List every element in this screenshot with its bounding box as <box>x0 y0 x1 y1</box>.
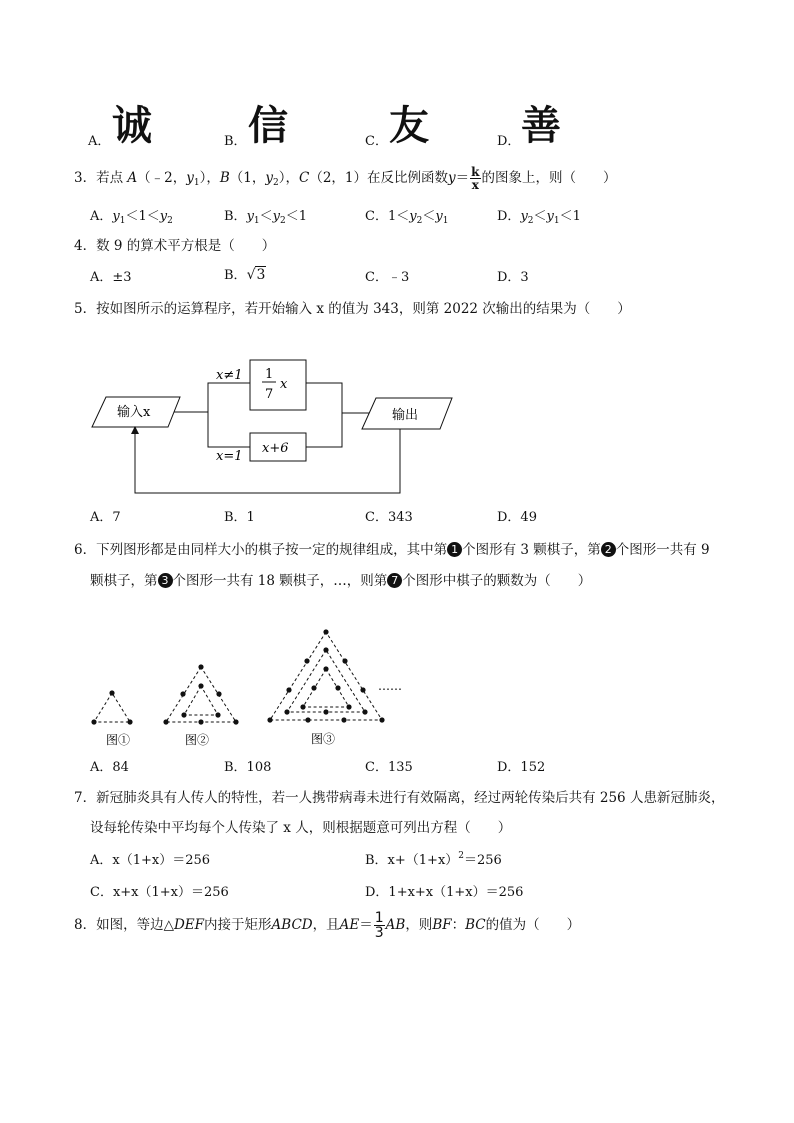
q3-function: y＝ $\frac{k}{x}$ <box>448 165 480 192</box>
flow-cond-top: x≠1 <box>216 368 243 383</box>
q2-option-a-letter: A． <box>88 134 111 149</box>
q6-text-1b: 个图形有 3 颗棋子，第 <box>462 542 601 558</box>
q7-option-a: A．x（1+x）＝256 <box>90 853 211 868</box>
flow-line-merge <box>306 383 342 447</box>
q4-text: 数 9 的算术平方根是（ ） <box>96 238 276 254</box>
q8-stem: 8．如图，等边△DEF内接于矩形ABCD，且AE＝ $\frac{1}{3}$ AB，则BF：BC的值为（ ） <box>74 910 581 941</box>
q5-text: 按如图所示的运算程序，若开始输入 x 的值为 343，则第 2022 次输出的结果为（ ） <box>96 301 631 317</box>
q8-text-d: ，则 <box>405 917 433 933</box>
flow-output-label: 输出 <box>392 408 419 423</box>
q6-circle-1: 1 <box>447 542 462 557</box>
q8-text-e: 的值为（ ） <box>485 917 581 933</box>
q2-option-c-char: 友 <box>389 103 429 149</box>
q5-option-b: B．1 <box>224 510 255 525</box>
q3-fraction: $\frac{k}{x}$ <box>471 165 480 192</box>
q5-number: 5． <box>74 301 97 317</box>
q7-line-2: 设每轮传染中平均每个人传染了 x 人，则根据题意可列出方程（ ） <box>90 820 512 836</box>
q6-number: 6． <box>74 542 97 558</box>
fig2-outer-triangle <box>166 667 236 722</box>
q6-option-b: B．108 <box>224 760 272 775</box>
q4-option-a: A．±3 <box>90 270 132 285</box>
q3-option-b: B．$y_1<y_2<1$ <box>224 209 308 226</box>
q3-stem <box>74 165 617 196</box>
flow-line-bottom-in <box>208 412 250 447</box>
q2-option-c-letter: C． <box>365 134 388 149</box>
q7-option-b: B．$x+(1+x)^2=256$ <box>365 851 502 868</box>
q6-text-2b: 个图形一共有 18 颗棋子，…，则第 <box>172 573 388 589</box>
q6-option-d: D．152 <box>497 760 546 775</box>
q2-option-b-letter: B． <box>224 134 247 149</box>
q5-option-a: A．7 <box>90 510 121 525</box>
q6-circle-3: 3 <box>158 573 173 588</box>
flow-top-num: 1 <box>265 367 274 382</box>
flow-cond-bottom: x=1 <box>216 449 243 464</box>
q6-option-c: C．135 <box>365 760 413 775</box>
q4-option-b: B．√3 <box>224 267 266 283</box>
q6-text-1a: 下列图形都是由同样大小的棋子按一定的规律组成，其中第 <box>96 542 448 558</box>
q4-option-c: C．﹣3 <box>365 270 410 285</box>
q8-text-b: 内接于矩形 <box>204 917 272 933</box>
q3-points: A（﹣2，$y_1$），B（1，$y_2$），C（2，1） <box>127 170 368 188</box>
q8-fraction: $\frac{1}{3}$ <box>374 910 384 941</box>
q8-text-a: 如图，等边△ <box>96 917 174 933</box>
q7-text-1: 新冠肺炎具有人传人的特性，若一人携带病毒未进行有效隔离，经过两轮传染后共有 256 人患新冠肺炎， <box>96 790 725 806</box>
q7-option-c: C．x+x（1+x）＝256 <box>90 885 229 900</box>
q6-text-1c: 个图形一共有 9 <box>615 542 710 558</box>
q2-option-d-char: 善 <box>521 103 561 149</box>
q4-stem <box>74 240 275 254</box>
q3-text-b: 在反比例函数 <box>367 170 449 186</box>
flow-top-box <box>250 360 306 410</box>
flow-line-top-in <box>174 383 250 412</box>
q3-number: 3． <box>74 170 97 186</box>
q3-option-a: A．$y_1<1<y_2$ <box>90 209 173 226</box>
flow-top-var: x <box>280 377 288 392</box>
q4-option-d: D．3 <box>497 270 529 285</box>
q6-option-a: A．84 <box>90 760 129 775</box>
q5-flowchart <box>80 350 460 500</box>
fig3-label: 图③ <box>311 732 336 746</box>
q3-text-c: 的图象上，则（ ） <box>481 170 617 186</box>
q2-option-d-letter: D． <box>497 134 521 149</box>
q3-option-d: D．$y_2<y_1<1$ <box>497 209 581 226</box>
fig1-triangle <box>94 693 130 722</box>
q6-text-2a: 颗棋子，第 <box>90 573 158 589</box>
q6-line-2 <box>90 573 591 589</box>
q2-option-a-char: 诚 <box>112 103 152 149</box>
q5-option-c: C．343 <box>365 510 413 525</box>
q3-text-a: 若点 <box>96 170 124 186</box>
q6-circle-7: 7 <box>387 573 402 588</box>
q7-line-1 <box>74 792 724 806</box>
q7-option-d: D．1+x+x（1+x）＝256 <box>365 885 524 900</box>
q8-text-c: ，且 <box>312 917 340 933</box>
q6-figures <box>80 620 420 750</box>
q7-number: 7． <box>74 790 97 806</box>
q6-ellipsis: …… <box>378 679 402 693</box>
fig2-inner-triangle <box>184 686 218 715</box>
q5-option-d: D．49 <box>497 510 537 525</box>
fig1-label: 图① <box>106 733 131 747</box>
q5-stem <box>74 303 631 317</box>
q6-circle-2: 2 <box>601 542 616 557</box>
flow-bottom-expr: x+6 <box>262 441 289 456</box>
flow-top-den: 7 <box>265 387 274 402</box>
q4-number: 4． <box>74 238 97 254</box>
fig2-label: 图② <box>185 733 210 747</box>
flow-input-label: 输入x <box>117 405 151 420</box>
fig3-middle-triangle <box>287 650 365 712</box>
q2-option-b-char: 信 <box>248 103 288 149</box>
q6-line-1 <box>74 542 710 558</box>
q3-option-c: C．$1<y_2<y_1$ <box>365 209 449 226</box>
q6-text-2c: 个图形中棋子的颗数为（ ） <box>402 573 592 589</box>
q4-sqrt-value: 3 <box>256 267 266 283</box>
q8-number: 8． <box>74 917 97 933</box>
